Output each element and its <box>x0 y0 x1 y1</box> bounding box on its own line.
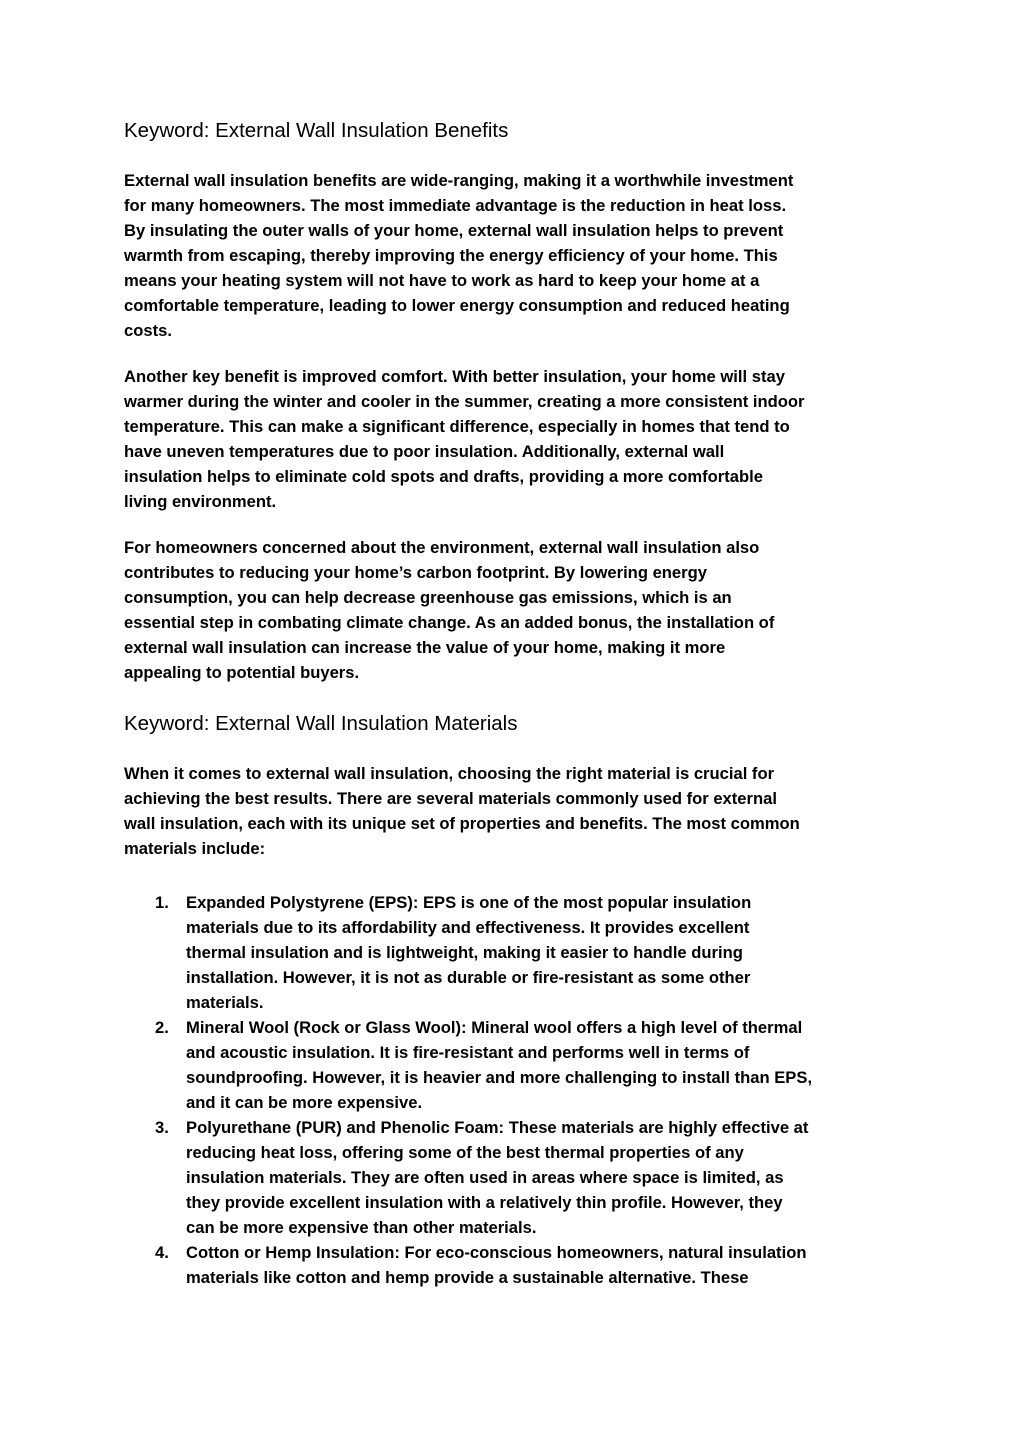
text-line: external wall insulation can increase the value of your home, making it more <box>124 638 726 657</box>
list-item-number: 2. <box>155 1018 169 1037</box>
list-item-number: 1. <box>155 893 169 912</box>
text-line: Polyurethane (PUR) and Phenolic Foam: These materials are highly effective at <box>186 1118 809 1137</box>
text-line: contributes to reducing your home’s carbon footprint. By lowering energy <box>124 563 707 582</box>
text-line: and acoustic insulation. It is fire-resistant and performs well in terms of <box>186 1043 750 1062</box>
text-line: materials like cotton and hemp provide a sustainable alternative. These <box>186 1268 749 1287</box>
list-item-number: 3. <box>155 1118 169 1137</box>
text-line: means your heating system will not have to work as hard to keep your home at a <box>124 271 760 290</box>
text-line: Cotton or Hemp Insulation: For eco-conscious homeowners, natural insulation <box>186 1243 807 1262</box>
text-line: they provide excellent insulation with a relatively thin profile. However, they <box>186 1193 783 1212</box>
text-line: Another key benefit is improved comfort. With better insulation, your home will stay <box>124 367 785 386</box>
text-line: External wall insulation benefits are wide-ranging, making it a worthwhile investment <box>124 171 794 190</box>
text-line: reducing heat loss, offering some of the best thermal properties of any <box>186 1143 744 1162</box>
list-item <box>124 1015 904 1115</box>
document-page <box>124 118 904 1290</box>
text-line: warmth from escaping, thereby improving the energy efficiency of your home. This <box>124 246 778 265</box>
text-line: insulation helps to eliminate cold spots and drafts, providing a more comfortable <box>124 467 763 486</box>
list-item <box>124 1240 904 1290</box>
heading-materials: Keyword: External Wall Insulation Materials <box>124 712 518 735</box>
text-line: installation. However, it is not as durable or fire-resistant as some other <box>186 968 751 987</box>
benefits-paragraph-1 <box>124 168 904 343</box>
text-line: and it can be more expensive. <box>186 1093 423 1112</box>
text-line: insulation materials. They are often used in areas where space is limited, as <box>186 1168 784 1187</box>
text-line: thermal insulation and is lightweight, making it easier to handle during <box>186 943 743 962</box>
materials-list <box>124 890 904 1290</box>
text-line: have uneven temperatures due to poor insulation. Additionally, external wall <box>124 442 725 461</box>
list-item-number: 4. <box>155 1243 169 1262</box>
text-line: soundproofing. However, it is heavier and more challenging to install than EPS, <box>186 1068 813 1087</box>
text-line: When it comes to external wall insulation, choosing the right material is crucial for <box>124 764 775 783</box>
text-line: warmer during the winter and cooler in the summer, creating a more consistent indoor <box>124 392 805 411</box>
text-line: materials due to its affordability and effectiveness. It provides excellent <box>186 918 750 937</box>
text-line: materials include: <box>124 839 266 858</box>
text-line: For homeowners concerned about the environment, external wall insulation also <box>124 538 760 557</box>
text-line: costs. <box>124 321 172 340</box>
text-line: living environment. <box>124 492 277 511</box>
list-item <box>124 890 904 1015</box>
text-line: By insulating the outer walls of your home, external wall insulation helps to prevent <box>124 221 784 240</box>
benefits-paragraph-2 <box>124 364 904 514</box>
text-line: Expanded Polystyrene (EPS): EPS is one of the most popular insulation <box>186 893 752 912</box>
text-line: achieving the best results. There are several materials commonly used for external <box>124 789 777 808</box>
text-line: consumption, you can help decrease greenhouse gas emissions, which is an <box>124 588 732 607</box>
text-line: comfortable temperature, leading to lower energy consumption and reduced heating <box>124 296 790 315</box>
text-line: essential step in combating climate change. As an added bonus, the installation of <box>124 613 775 632</box>
text-line: appealing to potential buyers. <box>124 663 360 682</box>
text-line: for many homeowners. The most immediate advantage is the reduction in heat loss. <box>124 196 787 215</box>
text-line: can be more expensive than other materials. <box>186 1218 537 1237</box>
list-item <box>124 1115 904 1240</box>
benefits-paragraph-3 <box>124 535 904 685</box>
heading-benefits: Keyword: External Wall Insulation Benefits <box>124 119 509 142</box>
text-line: Mineral Wool (Rock or Glass Wool): Mineral wool offers a high level of thermal <box>186 1018 803 1037</box>
materials-intro-paragraph <box>124 761 904 861</box>
text-line: wall insulation, each with its unique set of properties and benefits. The most common <box>124 814 800 833</box>
text-line: materials. <box>186 993 264 1012</box>
text-line: temperature. This can make a significant difference, especially in homes that tend to <box>124 417 790 436</box>
